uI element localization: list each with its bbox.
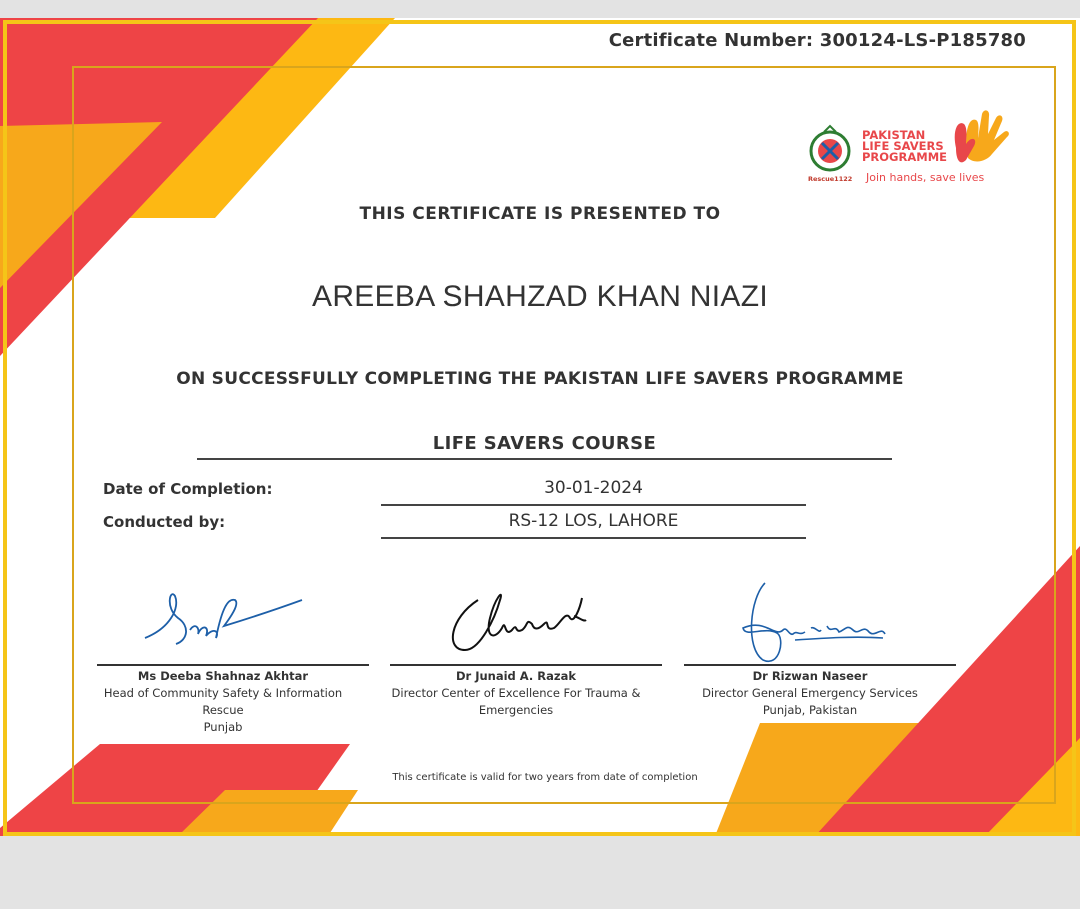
date-value: 30-01-2024	[544, 478, 643, 498]
conducted-label: Conducted by:	[103, 513, 226, 531]
conducted-value: RS-12 LOS, LAHORE	[508, 511, 679, 531]
date-label: Date of Completion:	[103, 480, 273, 498]
presented-heading: THIS CERTIFICATE IS PRESENTED TO	[359, 204, 721, 224]
signature-1	[140, 578, 310, 658]
signatory-2-title-2: Emergencies	[478, 703, 554, 717]
logo-wordmark	[862, 130, 947, 163]
recipient-name: AREEBA SHAHZAD KHAN NIAZI	[312, 280, 768, 313]
signatory-3-title: Director General Emergency Services	[702, 686, 918, 700]
signature-line-3	[684, 664, 956, 666]
conducted-underline	[381, 537, 806, 539]
course-title: LIFE SAVERS COURSE	[432, 433, 657, 454]
signatory-2	[376, 668, 656, 719]
signature-3	[735, 578, 895, 668]
signatory-3	[670, 668, 950, 719]
date-underline	[381, 504, 806, 506]
logo-line-3: PROGRAMME	[862, 150, 947, 164]
signatory-3-name: Dr Rizwan Naseer	[752, 669, 868, 683]
validity-note: This certificate is valid for two years from date of completion	[392, 772, 698, 783]
hand-heart-icon	[955, 110, 1009, 162]
signatory-3-title-2: Punjab, Pakistan	[762, 703, 858, 717]
signatory-1-title-2: Punjab	[203, 720, 243, 734]
certificate-number: Certificate Number: 300124-LS-P185780	[608, 30, 1026, 51]
completion-statement: ON SUCCESSFULLY COMPLETING THE PAKISTAN LIFE SAVERS PROGRAMME	[176, 369, 904, 389]
signatory-1	[83, 668, 363, 736]
signatory-1-name: Ms Deeba Shahnaz Akhtar	[137, 669, 309, 683]
emblem-caption: Rescue1122	[808, 175, 853, 183]
signature-line-2	[390, 664, 662, 666]
logo-line-1: PAKISTAN	[862, 128, 926, 142]
logo-tagline: Join hands, save lives	[866, 171, 985, 184]
signatory-2-name: Dr Junaid A. Razak	[455, 669, 576, 683]
signatory-1-title: Head of Community Safety & Information Rescue	[103, 686, 343, 717]
certificate	[0, 18, 1080, 836]
signature-line-1	[97, 664, 369, 666]
logo-line-2: LIFE SAVERS	[862, 139, 944, 153]
programme-logo	[806, 104, 1011, 190]
course-underline	[197, 458, 892, 460]
signatory-2-title: Director Center of Excellence For Trauma &	[391, 686, 641, 700]
signature-2	[440, 578, 600, 658]
